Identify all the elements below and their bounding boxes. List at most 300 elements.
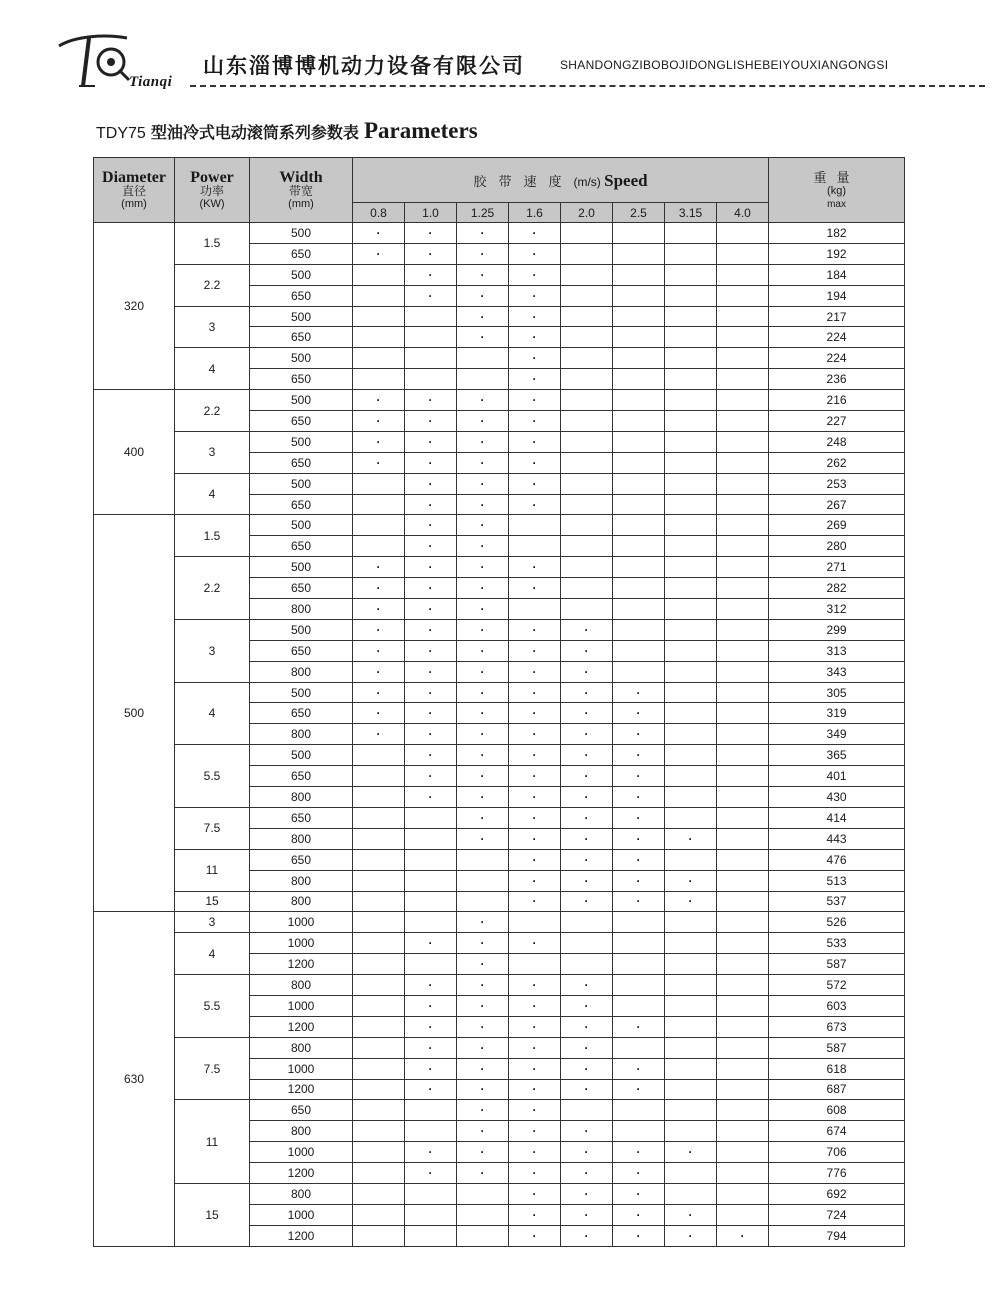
width-cell: 1200 <box>250 1079 353 1100</box>
table-row <box>94 745 905 766</box>
width-cell: 500 <box>250 348 353 369</box>
speed-available-dot: · <box>509 724 561 745</box>
speed-available-dot: · <box>353 431 405 452</box>
weight-cell: 537 <box>769 891 905 912</box>
speed-empty-cell <box>561 327 613 348</box>
speed-empty-cell <box>613 578 665 599</box>
speed-empty-cell <box>613 473 665 494</box>
logo-text: Tianqi <box>129 74 173 90</box>
speed-col-header: 4.0 <box>717 203 769 223</box>
width-cell: 1200 <box>250 1225 353 1246</box>
speed-empty-cell <box>717 1163 769 1184</box>
power-cell: 3 <box>175 912 250 933</box>
speed-available-dot: · <box>405 745 457 766</box>
weight-cell: 724 <box>769 1204 905 1225</box>
power-cell: 15 <box>175 1183 250 1246</box>
speed-available-dot: · <box>405 473 457 494</box>
page-header <box>55 28 985 98</box>
speed-available-dot: · <box>405 431 457 452</box>
speed-available-dot: · <box>509 473 561 494</box>
speed-empty-cell <box>717 599 769 620</box>
weight-cell: 184 <box>769 264 905 285</box>
speed-available-dot: · <box>509 1016 561 1037</box>
speed-available-dot: · <box>509 1225 561 1246</box>
speed-empty-cell <box>613 975 665 996</box>
title-model: TDY75 <box>96 125 146 142</box>
speed-available-dot: · <box>405 1142 457 1163</box>
speed-available-dot: · <box>405 536 457 557</box>
width-cell: 650 <box>250 285 353 306</box>
width-cell: 650 <box>250 1100 353 1121</box>
speed-empty-cell <box>717 285 769 306</box>
speed-available-dot: · <box>405 703 457 724</box>
speed-available-dot: · <box>457 1016 509 1037</box>
speed-available-dot: · <box>613 682 665 703</box>
power-cell: 4 <box>175 933 250 975</box>
speed-available-dot: · <box>405 682 457 703</box>
weight-cell: 692 <box>769 1183 905 1204</box>
speed-available-dot: · <box>509 619 561 640</box>
power-cell: 7.5 <box>175 807 250 849</box>
width-cell: 800 <box>250 891 353 912</box>
speed-available-dot: · <box>509 578 561 599</box>
speed-available-dot: · <box>457 1100 509 1121</box>
speed-empty-cell <box>405 348 457 369</box>
power-cell: 4 <box>175 348 250 390</box>
speed-available-dot: · <box>561 787 613 808</box>
width-cell: 650 <box>250 703 353 724</box>
speed-available-dot: · <box>405 578 457 599</box>
speed-empty-cell <box>717 661 769 682</box>
speed-empty-cell <box>353 1058 405 1079</box>
speed-empty-cell <box>717 390 769 411</box>
speed-available-dot: · <box>353 223 405 244</box>
speed-available-dot: · <box>561 807 613 828</box>
speed-empty-cell <box>717 557 769 578</box>
speed-empty-cell <box>717 828 769 849</box>
speed-empty-cell <box>613 431 665 452</box>
speed-col-header: 1.6 <box>509 203 561 223</box>
page-title <box>96 118 478 144</box>
weight-cell: 280 <box>769 536 905 557</box>
weight-cell: 587 <box>769 954 905 975</box>
speed-available-dot: · <box>509 828 561 849</box>
speed-available-dot: · <box>457 933 509 954</box>
weight-cell: 443 <box>769 828 905 849</box>
width-cell: 500 <box>250 745 353 766</box>
speed-available-dot: · <box>561 1204 613 1225</box>
speed-available-dot: · <box>457 787 509 808</box>
speed-available-dot: · <box>353 619 405 640</box>
speed-available-dot: · <box>353 411 405 432</box>
speed-empty-cell <box>717 411 769 432</box>
speed-available-dot: · <box>561 891 613 912</box>
speed-available-dot: · <box>717 1225 769 1246</box>
speed-available-dot: · <box>509 285 561 306</box>
speed-available-dot: · <box>509 1204 561 1225</box>
speed-empty-cell <box>717 995 769 1016</box>
speed-empty-cell <box>613 954 665 975</box>
power-header: Power 功率 (KW) <box>175 158 250 223</box>
weight-cell: 794 <box>769 1225 905 1246</box>
speed-available-dot: · <box>405 1016 457 1037</box>
speed-available-dot: · <box>457 1058 509 1079</box>
speed-available-dot: · <box>613 1079 665 1100</box>
table-row <box>94 975 905 996</box>
speed-empty-cell <box>405 1183 457 1204</box>
speed-empty-cell <box>665 1079 717 1100</box>
weight-cell: 224 <box>769 348 905 369</box>
speed-available-dot: · <box>613 1163 665 1184</box>
speed-empty-cell <box>717 933 769 954</box>
weight-cell: 271 <box>769 557 905 578</box>
width-cell: 800 <box>250 975 353 996</box>
width-cell: 650 <box>250 243 353 264</box>
weight-cell: 343 <box>769 661 905 682</box>
table-row <box>94 390 905 411</box>
speed-empty-cell <box>665 975 717 996</box>
speed-empty-cell <box>613 369 665 390</box>
width-cell: 650 <box>250 536 353 557</box>
speed-empty-cell <box>717 766 769 787</box>
speed-available-dot: · <box>457 306 509 327</box>
weight-cell: 673 <box>769 1016 905 1037</box>
speed-empty-cell <box>665 1121 717 1142</box>
weight-cell: 319 <box>769 703 905 724</box>
speed-col-header: 1.0 <box>405 203 457 223</box>
speed-available-dot: · <box>353 724 405 745</box>
speed-empty-cell <box>353 766 405 787</box>
speed-available-dot: · <box>405 243 457 264</box>
speed-empty-cell <box>665 285 717 306</box>
speed-empty-cell <box>353 807 405 828</box>
power-cell: 15 <box>175 891 250 912</box>
table-row <box>94 306 905 327</box>
speed-empty-cell <box>561 1100 613 1121</box>
speed-available-dot: · <box>405 1079 457 1100</box>
speed-available-dot: · <box>665 891 717 912</box>
speed-available-dot: · <box>509 703 561 724</box>
company-name-cn: 山东淄博博机动力设备有限公司 <box>203 54 525 78</box>
speed-available-dot: · <box>561 724 613 745</box>
width-cell: 650 <box>250 640 353 661</box>
speed-empty-cell <box>509 954 561 975</box>
speed-available-dot: · <box>613 1016 665 1037</box>
speed-available-dot: · <box>457 640 509 661</box>
width-cell: 650 <box>250 578 353 599</box>
speed-empty-cell <box>353 849 405 870</box>
speed-available-dot: · <box>457 724 509 745</box>
speed-available-dot: · <box>509 849 561 870</box>
width-cell: 650 <box>250 452 353 473</box>
speed-empty-cell <box>665 411 717 432</box>
speed-col-header: 0.8 <box>353 203 405 223</box>
speed-available-dot: · <box>457 243 509 264</box>
parameters-table <box>93 157 905 1247</box>
speed-available-dot: · <box>561 1058 613 1079</box>
speed-empty-cell <box>717 703 769 724</box>
width-cell: 650 <box>250 369 353 390</box>
speed-empty-cell <box>457 870 509 891</box>
speed-available-dot: · <box>457 285 509 306</box>
speed-empty-cell <box>613 223 665 244</box>
power-cell: 1.5 <box>175 223 250 265</box>
speed-empty-cell <box>613 1037 665 1058</box>
table-row <box>94 431 905 452</box>
speed-available-dot: · <box>457 515 509 536</box>
speed-empty-cell <box>717 1142 769 1163</box>
speed-empty-cell <box>717 306 769 327</box>
speed-available-dot: · <box>561 1225 613 1246</box>
power-cell: 3 <box>175 431 250 473</box>
speed-available-dot: · <box>561 640 613 661</box>
speed-available-dot: · <box>457 536 509 557</box>
weight-cell: 533 <box>769 933 905 954</box>
power-cell: 11 <box>175 849 250 891</box>
width-cell: 500 <box>250 619 353 640</box>
weight-cell: 706 <box>769 1142 905 1163</box>
speed-available-dot: · <box>509 1100 561 1121</box>
speed-empty-cell <box>353 1016 405 1037</box>
speed-available-dot: · <box>405 933 457 954</box>
width-cell: 1000 <box>250 933 353 954</box>
speed-available-dot: · <box>457 912 509 933</box>
speed-empty-cell <box>665 223 717 244</box>
power-cell: 1.5 <box>175 515 250 557</box>
speed-empty-cell <box>717 327 769 348</box>
width-cell: 1200 <box>250 1163 353 1184</box>
speed-empty-cell <box>613 557 665 578</box>
speed-available-dot: · <box>509 745 561 766</box>
speed-available-dot: · <box>457 766 509 787</box>
speed-empty-cell <box>613 1121 665 1142</box>
speed-empty-cell <box>665 264 717 285</box>
speed-available-dot: · <box>509 1183 561 1204</box>
speed-empty-cell <box>717 223 769 244</box>
speed-empty-cell <box>613 933 665 954</box>
speed-available-dot: · <box>405 766 457 787</box>
speed-available-dot: · <box>613 1142 665 1163</box>
speed-available-dot: · <box>457 327 509 348</box>
speed-available-dot: · <box>353 557 405 578</box>
speed-available-dot: · <box>613 828 665 849</box>
speed-available-dot: · <box>509 327 561 348</box>
speed-empty-cell <box>665 912 717 933</box>
speed-empty-cell <box>665 1037 717 1058</box>
speed-empty-cell <box>717 975 769 996</box>
power-cell: 5.5 <box>175 745 250 808</box>
speed-empty-cell <box>561 494 613 515</box>
weight-cell: 401 <box>769 766 905 787</box>
speed-empty-cell <box>405 870 457 891</box>
speed-empty-cell <box>717 1058 769 1079</box>
table-row <box>94 1183 905 1204</box>
speed-available-dot: · <box>613 787 665 808</box>
speed-empty-cell <box>717 578 769 599</box>
speed-empty-cell <box>405 306 457 327</box>
weight-cell: 312 <box>769 599 905 620</box>
speed-available-dot: · <box>353 661 405 682</box>
speed-empty-cell <box>613 285 665 306</box>
speed-available-dot: · <box>509 411 561 432</box>
table-row <box>94 619 905 640</box>
speed-empty-cell <box>665 1058 717 1079</box>
speed-empty-cell <box>353 285 405 306</box>
table-row <box>94 223 905 244</box>
width-cell: 1000 <box>250 995 353 1016</box>
speed-available-dot: · <box>613 724 665 745</box>
weight-cell: 236 <box>769 369 905 390</box>
speed-empty-cell <box>613 306 665 327</box>
speed-empty-cell <box>353 1079 405 1100</box>
width-cell: 800 <box>250 724 353 745</box>
speed-empty-cell <box>613 348 665 369</box>
speed-available-dot: · <box>561 1079 613 1100</box>
speed-available-dot: · <box>405 557 457 578</box>
speed-empty-cell <box>665 431 717 452</box>
weight-cell: 349 <box>769 724 905 745</box>
power-cell: 2.2 <box>175 390 250 432</box>
speed-available-dot: · <box>353 640 405 661</box>
speed-empty-cell <box>353 1100 405 1121</box>
speed-empty-cell <box>353 1121 405 1142</box>
speed-empty-cell <box>405 1121 457 1142</box>
speed-available-dot: · <box>457 264 509 285</box>
speed-empty-cell <box>665 807 717 828</box>
speed-empty-cell <box>665 1183 717 1204</box>
speed-available-dot: · <box>509 1058 561 1079</box>
weight-cell: 227 <box>769 411 905 432</box>
speed-available-dot: · <box>509 995 561 1016</box>
speed-available-dot: · <box>405 264 457 285</box>
weight-cell: 526 <box>769 912 905 933</box>
weight-cell: 262 <box>769 452 905 473</box>
speed-available-dot: · <box>457 473 509 494</box>
speed-available-dot: · <box>613 703 665 724</box>
speed-available-dot: · <box>561 870 613 891</box>
width-cell: 800 <box>250 1183 353 1204</box>
speed-empty-cell <box>717 640 769 661</box>
speed-available-dot: · <box>561 828 613 849</box>
speed-empty-cell <box>405 807 457 828</box>
speed-empty-cell <box>665 933 717 954</box>
weight-cell: 282 <box>769 578 905 599</box>
speed-empty-cell <box>353 787 405 808</box>
width-cell: 1200 <box>250 1016 353 1037</box>
speed-available-dot: · <box>509 223 561 244</box>
speed-empty-cell <box>717 870 769 891</box>
speed-empty-cell <box>509 599 561 620</box>
speed-col-header: 2.0 <box>561 203 613 223</box>
speed-available-dot: · <box>457 1037 509 1058</box>
table-row <box>94 1037 905 1058</box>
speed-available-dot: · <box>405 1058 457 1079</box>
speed-available-dot: · <box>457 599 509 620</box>
speed-available-dot: · <box>405 390 457 411</box>
speed-empty-cell <box>613 243 665 264</box>
speed-empty-cell <box>353 975 405 996</box>
speed-available-dot: · <box>457 954 509 975</box>
weight-cell: 224 <box>769 327 905 348</box>
speed-empty-cell <box>717 912 769 933</box>
width-cell: 1000 <box>250 912 353 933</box>
speed-available-dot: · <box>353 243 405 264</box>
speed-empty-cell <box>717 536 769 557</box>
speed-empty-cell <box>665 452 717 473</box>
speed-available-dot: · <box>509 682 561 703</box>
speed-available-dot: · <box>509 243 561 264</box>
table-row <box>94 807 905 828</box>
speed-available-dot: · <box>457 390 509 411</box>
table-row <box>94 515 905 536</box>
speed-empty-cell <box>353 933 405 954</box>
weight-cell: 313 <box>769 640 905 661</box>
table-row <box>94 682 905 703</box>
speed-available-dot: · <box>457 1142 509 1163</box>
speed-empty-cell <box>457 369 509 390</box>
speed-available-dot: · <box>509 787 561 808</box>
speed-available-dot: · <box>509 1121 561 1142</box>
weight-cell: 267 <box>769 494 905 515</box>
speed-available-dot: · <box>457 578 509 599</box>
speed-available-dot: · <box>561 745 613 766</box>
speed-empty-cell <box>717 849 769 870</box>
speed-empty-cell <box>665 619 717 640</box>
weight-cell: 603 <box>769 995 905 1016</box>
table-row <box>94 933 905 954</box>
weight-cell: 414 <box>769 807 905 828</box>
speed-empty-cell <box>665 1100 717 1121</box>
speed-empty-cell <box>717 348 769 369</box>
speed-empty-cell <box>561 306 613 327</box>
speed-available-dot: · <box>457 1163 509 1184</box>
table-row <box>94 264 905 285</box>
speed-available-dot: · <box>405 452 457 473</box>
speed-available-dot: · <box>405 1163 457 1184</box>
speed-available-dot: · <box>561 975 613 996</box>
speed-empty-cell <box>717 1016 769 1037</box>
speed-empty-cell <box>665 745 717 766</box>
speed-empty-cell <box>405 1100 457 1121</box>
speed-empty-cell <box>353 870 405 891</box>
speed-empty-cell <box>561 285 613 306</box>
speed-empty-cell <box>561 536 613 557</box>
speed-available-dot: · <box>613 849 665 870</box>
speed-available-dot: · <box>353 599 405 620</box>
speed-empty-cell <box>353 1183 405 1204</box>
weight-cell: 776 <box>769 1163 905 1184</box>
speed-available-dot: · <box>509 369 561 390</box>
speed-empty-cell <box>405 912 457 933</box>
speed-empty-cell <box>405 891 457 912</box>
speed-available-dot: · <box>509 870 561 891</box>
power-cell: 7.5 <box>175 1037 250 1100</box>
speed-available-dot: · <box>405 787 457 808</box>
weight-cell: 687 <box>769 1079 905 1100</box>
table-row <box>94 1100 905 1121</box>
speed-available-dot: · <box>405 995 457 1016</box>
speed-empty-cell <box>665 995 717 1016</box>
speed-empty-cell <box>613 599 665 620</box>
width-cell: 650 <box>250 411 353 432</box>
speed-empty-cell <box>665 473 717 494</box>
weight-cell: 253 <box>769 473 905 494</box>
speed-available-dot: · <box>561 995 613 1016</box>
speed-empty-cell <box>717 243 769 264</box>
speed-available-dot: · <box>405 515 457 536</box>
speed-empty-cell <box>457 849 509 870</box>
weight-cell: 248 <box>769 431 905 452</box>
